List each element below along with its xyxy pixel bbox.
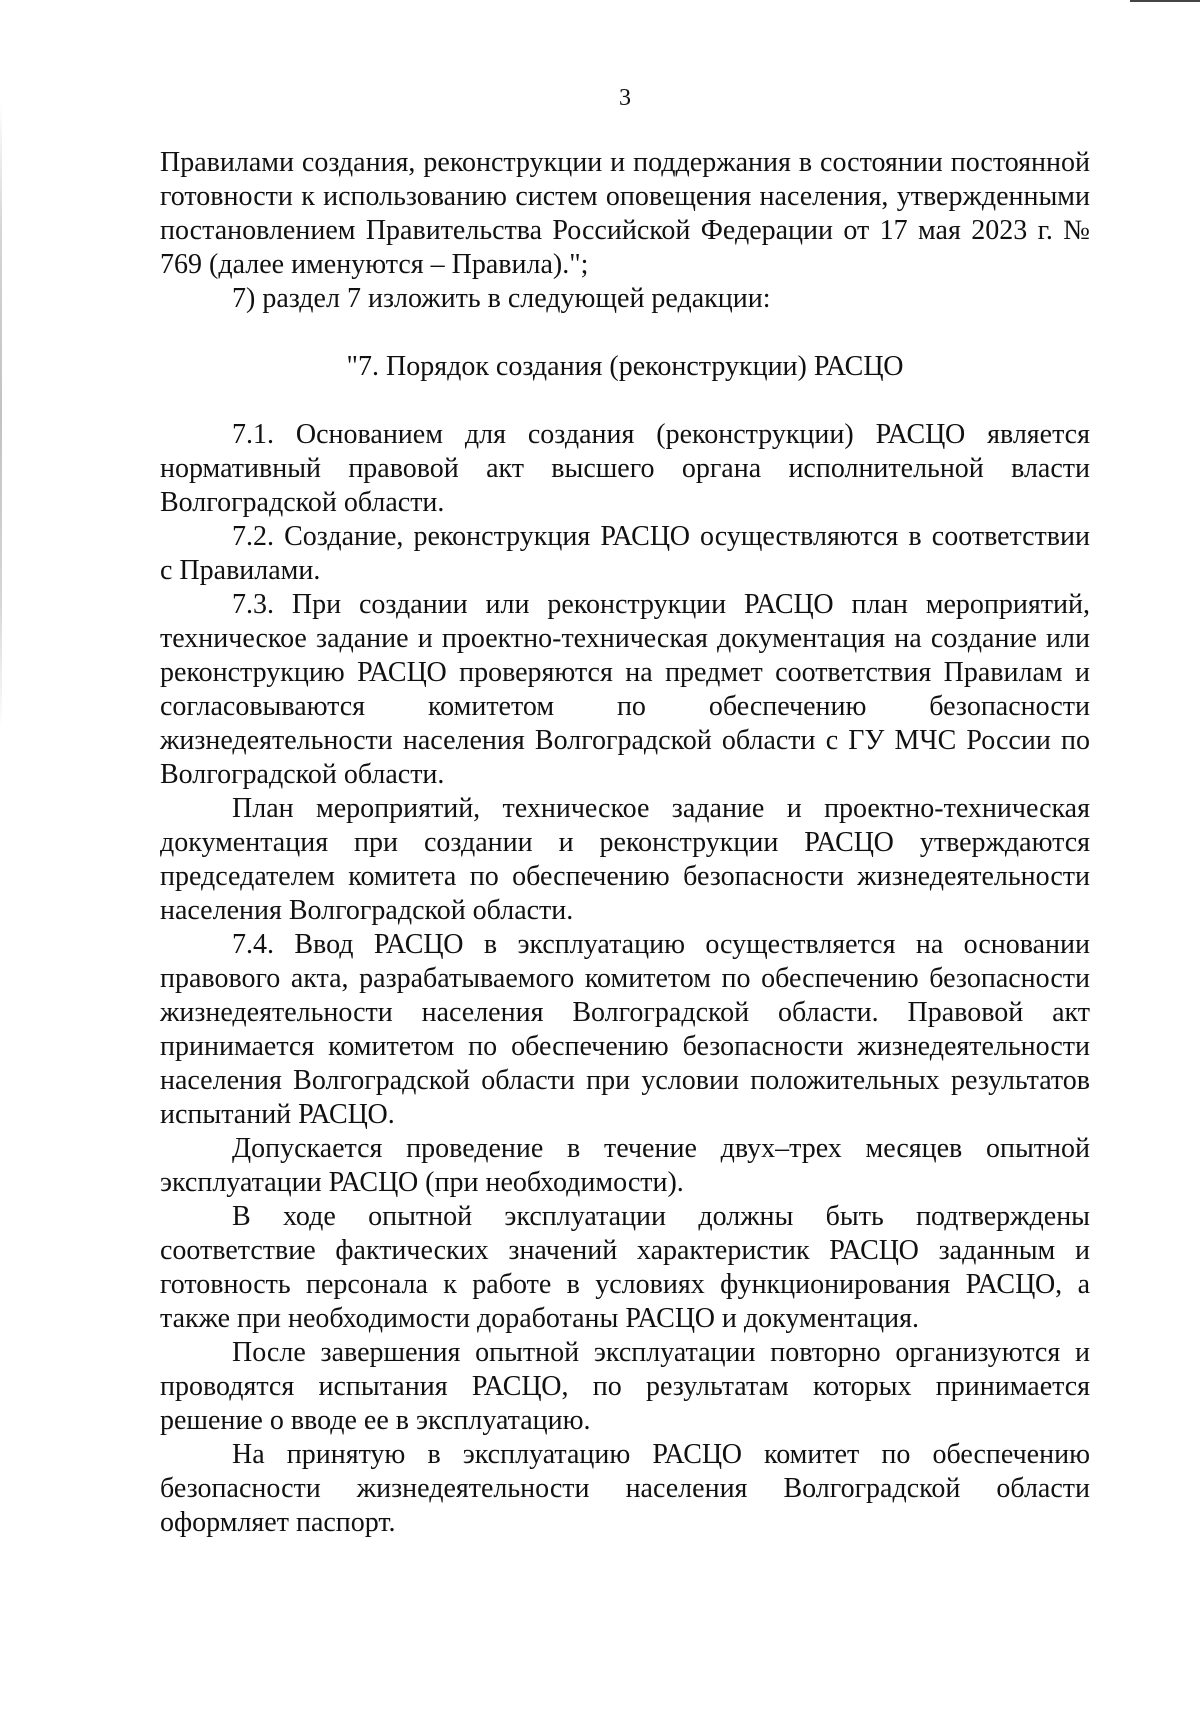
section-title: "7. Порядок создания (реконструкции) РАСЦО xyxy=(346,351,904,382)
paragraph-item-7: 7) раздел 7 изложить в следующей редакции: xyxy=(232,283,771,314)
page-number: 3 xyxy=(619,85,631,111)
paragraph-repeat-tests: После завершения опытной эксплуатации повторно организуются и проводятся испытания РАСЦО, по результатам которых принимается решение о вводе ее в эксплуатацию. xyxy=(160,1337,1090,1436)
paragraph-trial-confirmation: В ходе опытной эксплуатации должны быть подтверждены соответствие фактических значений характеристик РАСЦО заданным и готовность персонала к работе в условиях функционирования РАСЦО, а также при необходимости доработаны РАСЦО и документация. xyxy=(160,1201,1090,1334)
paragraph-7-4: 7.4. Ввод РАСЦО в эксплуатацию осуществляется на основании правового акта, разрабатываемого комитетом по обеспечению безопасности жизнедеятельности населения Волгоградской области. Правовой акт принимается комитетом по обеспечению безопасности жизнедеятельности населения Волгоградской области при условии положительных результатов испытаний РАСЦО. xyxy=(160,929,1090,1130)
paragraph-trial-operation: Допускается проведение в течение двух–трех месяцев опытной эксплуатации РАСЦО (при необходимости). xyxy=(160,1133,1090,1198)
scan-edge-shadow xyxy=(0,100,2,730)
paragraph-plan: План мероприятий, техническое задание и проектно-техническая документация при создании и реконструкции РАСЦО утверждаются председателем комитета по обеспечению безопасности жизнедеятельности населения Волгоградской области. xyxy=(160,793,1090,926)
paragraph-7-1: 7.1. Основанием для создания (реконструкции) РАСЦО является нормативный правовой акт высшего органа исполнительной власти Волгоградской области. xyxy=(160,419,1090,518)
paragraph-passport: На принятую в эксплуатацию РАСЦО комитет по обеспечению безопасности жизнедеятельности населения Волгоградской области оформляет паспорт. xyxy=(160,1439,1090,1538)
paragraph-continuation: Правилами создания, реконструкции и поддержания в состоянии постоянной готовности к использованию систем оповещения населения, утвержденными постановлением Правительства Российской Федерации от 17 мая 2023 г. № 769 (далее именуются – Правила)."; xyxy=(160,147,1090,280)
paragraph-7-2: 7.2. Создание, реконструкция РАСЦО осуществляются в соответствии с Правилами. xyxy=(160,521,1090,586)
document-body xyxy=(160,146,1090,1540)
paragraph-7-3: 7.3. При создании или реконструкции РАСЦО план мероприятий, техническое задание и проектно-техническая документация на создание или реконструкцию РАСЦО проверяются на предмет соответствия Правилам и согласовываются комитетом по обеспечению безопасности жизнедеятельности населения Волгоградской области с ГУ МЧС России по Волгоградской области. xyxy=(160,589,1090,790)
scan-edge-mark xyxy=(1130,0,1200,2)
